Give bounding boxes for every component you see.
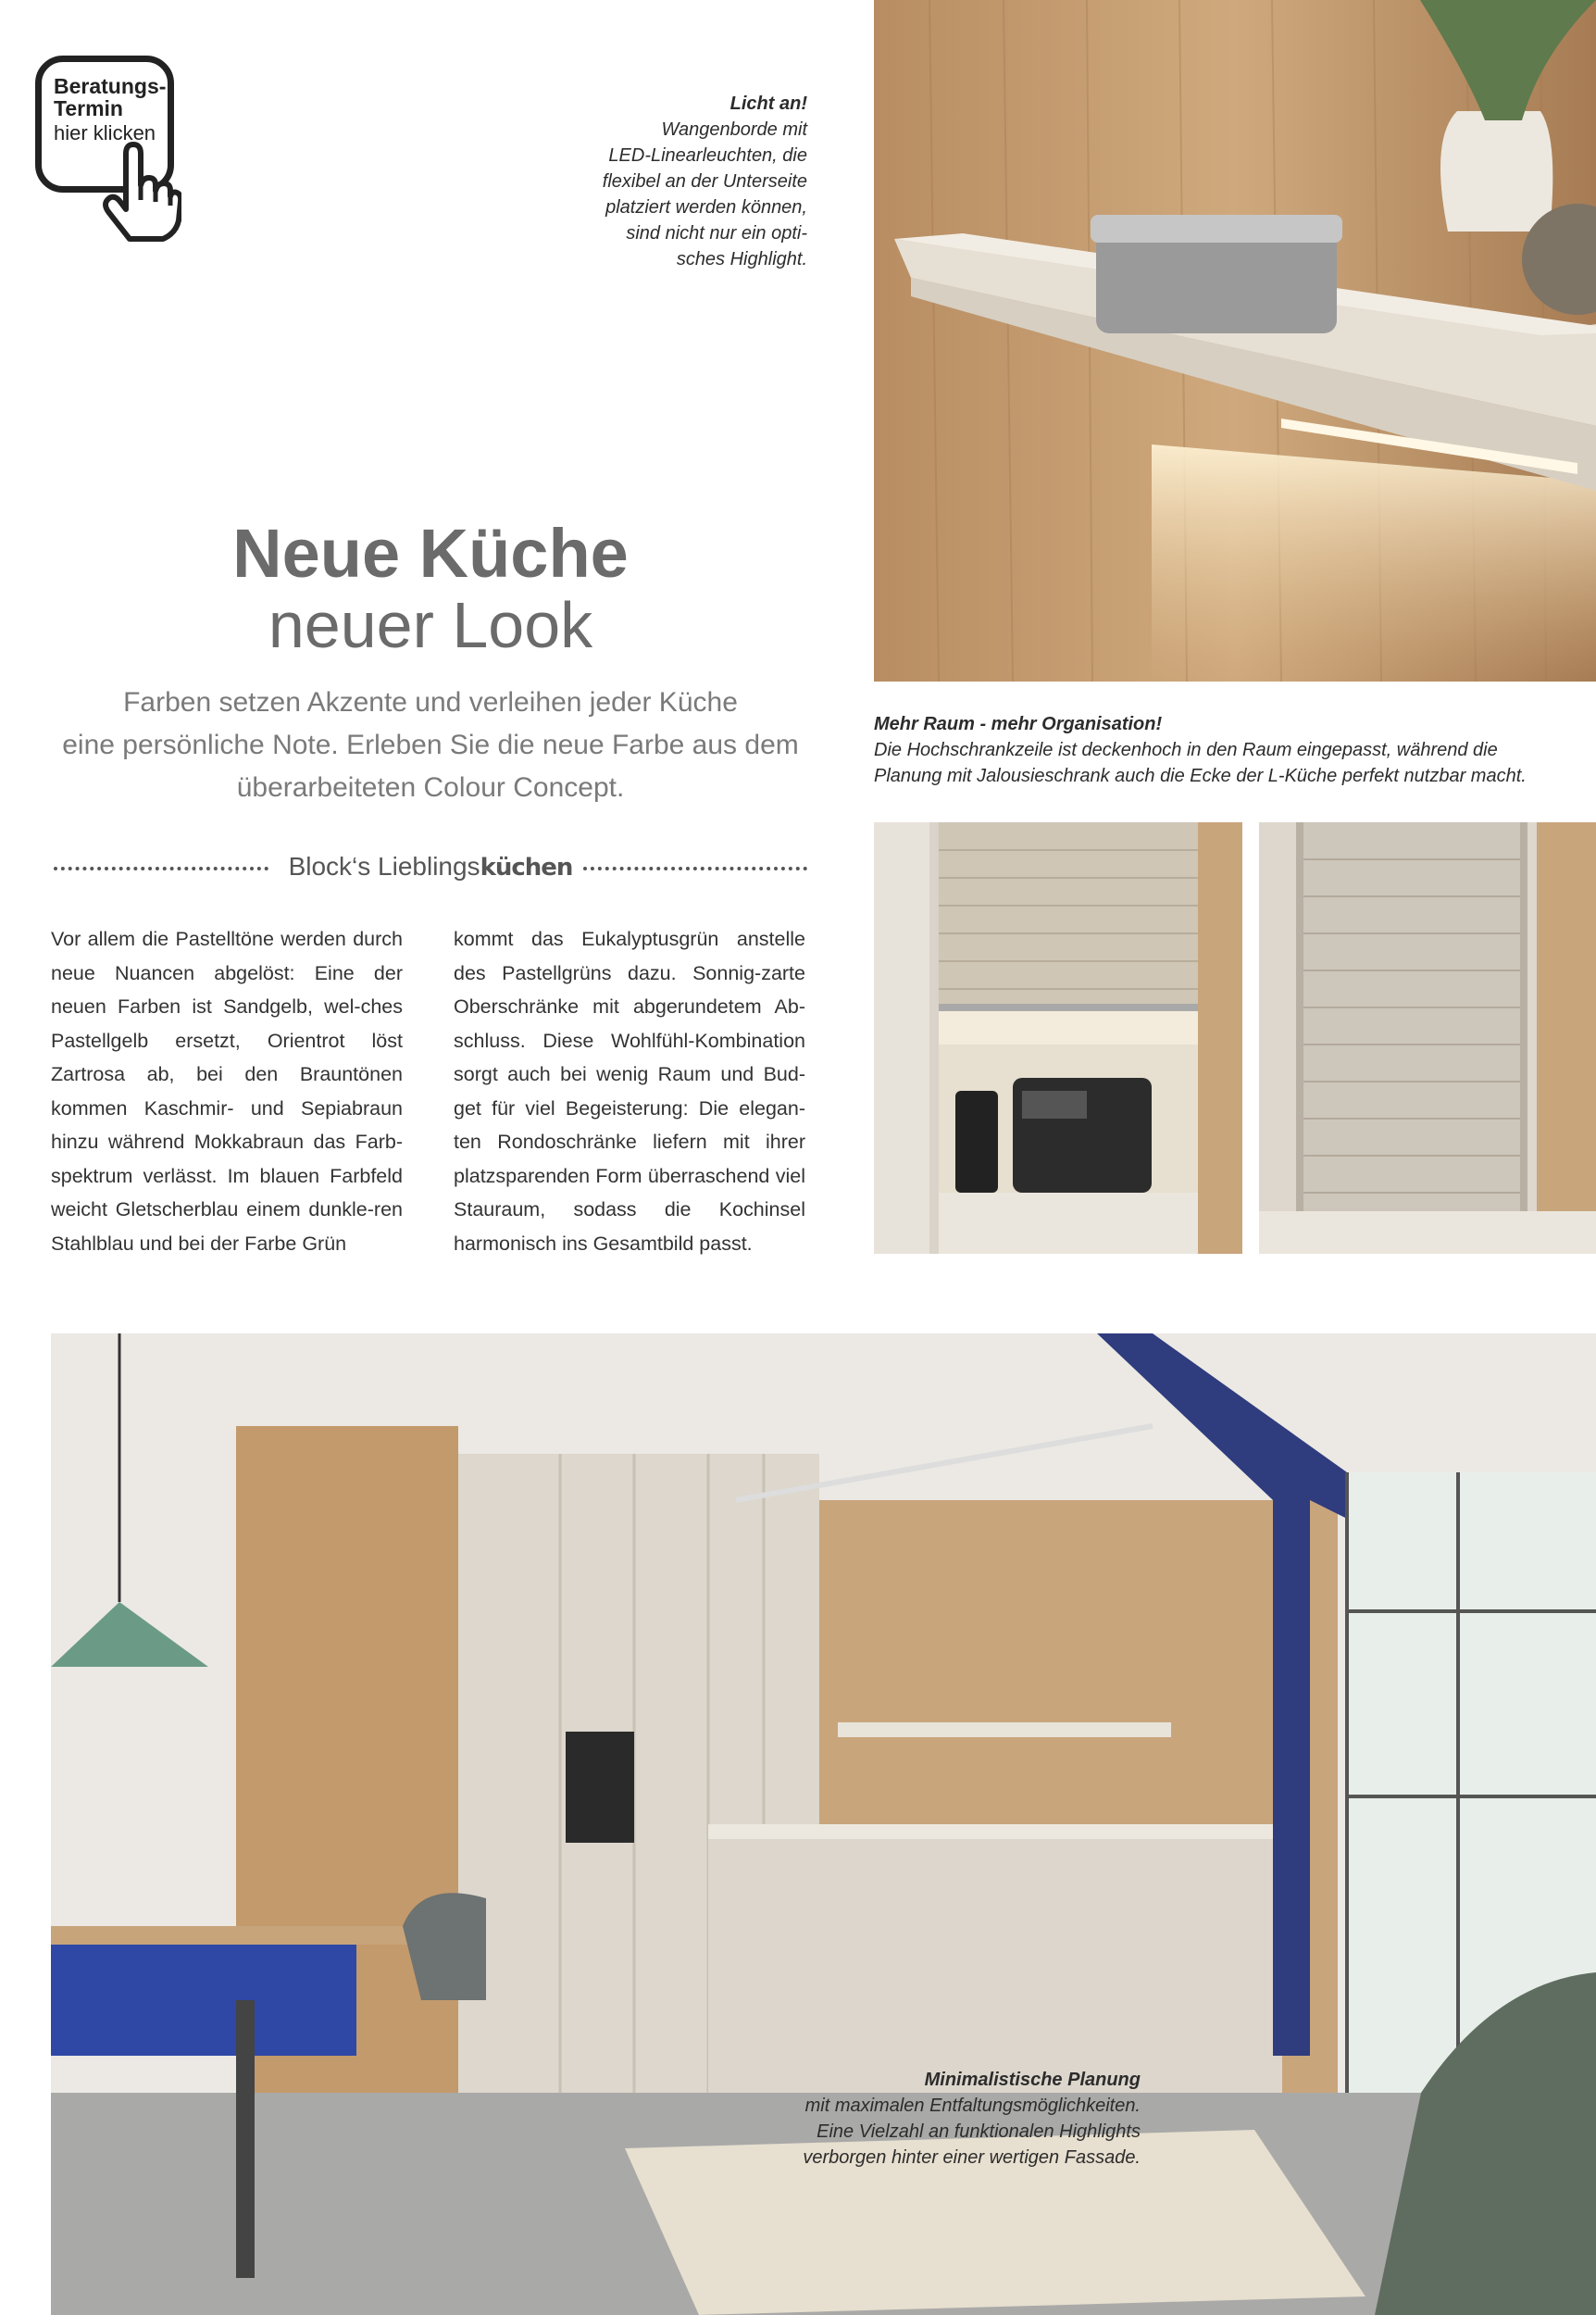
body-text-column-1: Vor allem die Pastelltöne werden durch neue Nuancen abgelöst: Eine der neuen Farben ist Sandgelb, wel-ches Pastellgelb ersetzt, Orientrot löst Zartrosa ab, bei den Brauntönen kommen Kaschmir- und Sepiabraun hinzu während Mokkabraun das Farb-spektrum verlässt. Im blauen Farbfeld weicht Gletscherblau einem dunkle-ren Stahlblau und bei der Farbe Grün: [51, 928, 403, 1255]
intro-text: [46, 682, 815, 809]
caption-licht-line: LED-Linearleuchten, die: [608, 145, 807, 166]
cabinet-closed-photo: [1259, 822, 1596, 1254]
body-text-column-2: kommt das Eukalyptusgrün anstelle des Pastellgrüns dazu. Sonnig-zarte Oberschränke mit abgerundetem Ab-schluss. Diese Wohlfühl-Kombination sorgt auch bei wenig Raum und Bud-get für viel Begeisterung: Die elegan-ten Rondoschränke liefern mit ihrer platzsparenden Form überraschend viel Stauraum, sodass die Kochinsel harmonisch ins Gesamtbild passt.: [454, 928, 805, 1255]
caption-minimalistisch: [733, 2067, 1141, 2171]
caption-licht-line: sches Highlight.: [676, 249, 807, 269]
consultation-button-line1: Beratungs-: [54, 74, 167, 98]
caption-mini-line: verborgen hinter einer wertigen Fassade.: [803, 2147, 1141, 2168]
consultation-button[interactable]: [35, 56, 183, 241]
intro-line: Farben setzen Akzente und verleihen jeder Küche: [123, 687, 738, 718]
caption-mini-title: Minimalistische Planung: [924, 2070, 1141, 2090]
caption-mehr-raum: [874, 711, 1577, 789]
caption-licht-line: Wangenborde mit: [661, 119, 807, 140]
caption-mini-line: mit maximalen Entfaltungsmöglichkeiten.: [804, 2096, 1141, 2116]
caption-mini-line: Eine Vielzahl an funktionalen Highlights: [817, 2121, 1141, 2142]
intro-line: überarbeiteten Colour Concept.: [236, 772, 625, 803]
page-title: [46, 517, 815, 659]
caption-licht-line: sind nicht nur ein opti-: [626, 223, 807, 244]
headline-line1: Neue Küche: [232, 515, 629, 592]
caption-licht: [511, 91, 807, 272]
pointing-hand-icon: [89, 141, 181, 243]
caption-licht-line: flexibel an der Unterseite: [602, 171, 807, 192]
caption-mehr-line: Die Hochschrankzeile ist deckenhoch in den Raum eingepasst, während die: [874, 740, 1498, 760]
caption-mehr-line: Planung mit Jalousieschrank auch die Ecke der L-Küche perfekt nutzbar macht.: [874, 766, 1527, 786]
caption-mehr-title: Mehr Raum - mehr Organisation!: [874, 714, 1163, 734]
caption-licht-line: platziert werden können,: [605, 197, 807, 218]
section-label: Block‘s Lieblingsküchen: [288, 852, 573, 882]
section-divider: [54, 848, 807, 885]
consultation-button-line3: hier klicken: [54, 121, 156, 144]
consultation-button-line2: Termin: [54, 96, 123, 120]
caption-licht-title: Licht an!: [729, 94, 807, 114]
headline-line2: neuer Look: [268, 589, 593, 661]
cabinet-open-photo: [874, 822, 1242, 1254]
shelf-led-photo: [874, 0, 1596, 682]
intro-line: eine persönliche Note. Erleben Sie die neue Farbe aus dem: [62, 730, 799, 760]
